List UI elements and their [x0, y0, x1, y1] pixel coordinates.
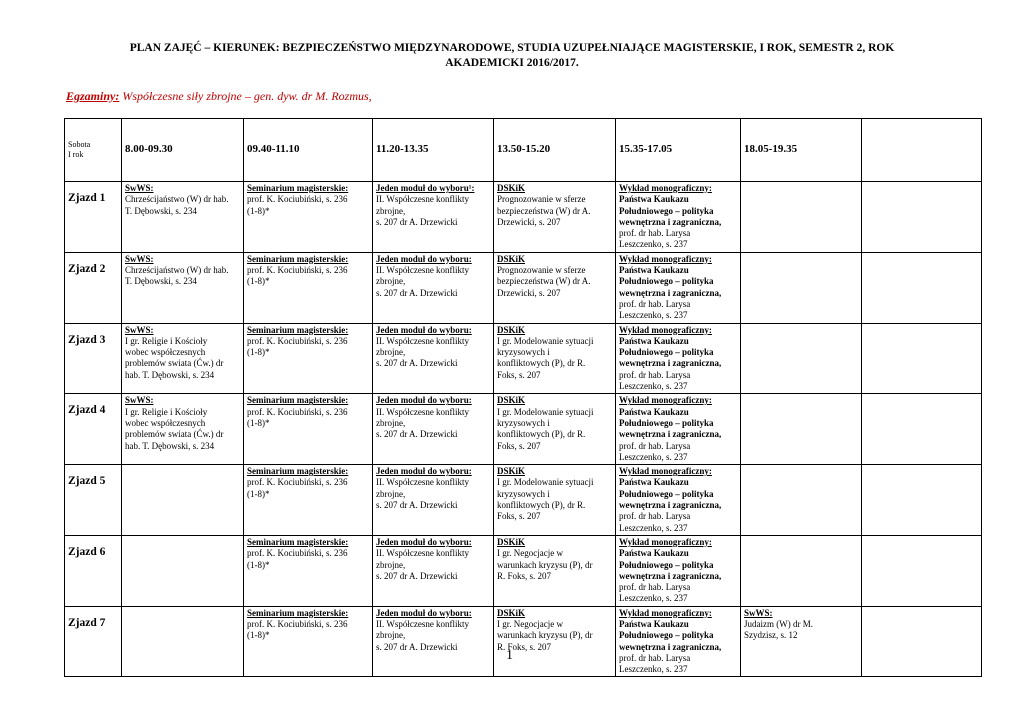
schedule-cell — [373, 252, 494, 323]
schedule-cell — [122, 465, 244, 536]
cell-line: prof. K. Kociubiński, s. 236 — [247, 335, 348, 346]
cell-line: (1-8)* — [247, 205, 270, 216]
schedule-cell — [494, 394, 616, 465]
cell-heading: Seminarium magisterskie: — [247, 395, 349, 406]
cell-heading: SwWS: — [125, 183, 154, 193]
schedule-cell — [373, 465, 494, 536]
row-label: Zjazd 5 — [65, 465, 122, 536]
cell-line: zbrojne, — [376, 276, 406, 287]
cell-bold-line: wewnętrzna i zagraniczna, — [619, 358, 722, 369]
cell-line: prof. dr hab. Larysa — [619, 652, 691, 663]
cell-line: II. Współczesne konflikty — [376, 406, 470, 417]
schedule-cell — [373, 394, 494, 465]
cell-heading: DSKiK — [497, 395, 526, 406]
row-label: Zjazd 7 — [65, 606, 122, 677]
cell-bold-line: wewnętrzna i zagraniczna, — [619, 287, 722, 298]
schedule-cell — [494, 465, 616, 536]
cell-heading: DSKiK — [497, 253, 526, 264]
exams-text: Współczesne siły zbrojne – gen. dyw. dr M. Rozmus, — [119, 89, 372, 103]
time-slot-2: 09.40-11.10 — [244, 119, 373, 182]
schedule-cell — [244, 465, 373, 536]
cell-line: hab. T. Dębowski, s. 234 — [125, 440, 215, 451]
page-title: PLAN ZAJĘĆ – KIERUNEK: BEZPIECZEŃSTWO MIĘDZYNARODOWE, STUDIA UZUPEŁNIAJĄCE MAGISTERSKIE, I ROK, SEMESTR 2, ROK AKADEMICKI 2016/2017. — [129, 42, 895, 69]
cell-line: T. Dębowski, s. 234 — [125, 205, 197, 216]
empty-cell — [862, 182, 982, 253]
schedule-cell — [122, 182, 244, 253]
cell-bold-line: Państwa Kaukazu — [619, 548, 689, 559]
cell-heading: Wykład monograficzny: — [619, 183, 712, 193]
time-slot-1: 8.00-09.30 — [122, 119, 244, 182]
schedule-cell — [244, 252, 373, 323]
schedule-cell — [741, 465, 862, 536]
cell-line: I gr. Modelowanie sytuacji — [497, 406, 594, 417]
table-row — [65, 182, 982, 253]
cell-line: II. Współczesne konflikty — [376, 194, 470, 205]
cell-line: I gr. Negocjacje w — [497, 618, 563, 629]
cell-line: (1-8)* — [247, 559, 270, 570]
cell-heading: Jeden moduł do wyboru: — [376, 536, 472, 547]
cell-line: Chrześcijaństwo (W) dr hab. — [125, 265, 229, 276]
cell-line: s. 207 dr A. Drzewicki — [376, 216, 458, 227]
cell-heading: SwWS: — [125, 324, 154, 335]
cell-bold-line: Południowego – polityka — [619, 630, 714, 641]
cell-line: s. 207 dr A. Drzewicki — [376, 358, 458, 369]
cell-heading: DSKiK — [497, 466, 526, 477]
empty-cell — [862, 323, 982, 394]
schedule-cell — [244, 323, 373, 394]
schedule-cell — [741, 252, 862, 323]
cell-heading: Jeden moduł do wyboru: — [376, 253, 472, 264]
cell-line: T. Dębowski, s. 234 — [125, 276, 197, 287]
cell-bold-line: Państwa Kaukazu — [619, 477, 689, 488]
schedule-cell — [494, 252, 616, 323]
time-slot-4: 13.50-15.20 — [494, 119, 616, 182]
table-row — [65, 465, 982, 536]
cell-heading: Wykład monograficzny: — [619, 536, 712, 547]
cell-line: Foks, s. 207 — [497, 369, 541, 380]
corner-cell: Sobota I rok — [65, 119, 122, 182]
schedule-cell — [741, 535, 862, 606]
cell-line: prof. K. Kociubiński, s. 236 — [247, 548, 348, 559]
cell-line: prof. K. Kociubiński, s. 236 — [247, 194, 348, 205]
page-number: 1 — [506, 648, 513, 663]
empty-cell — [862, 394, 982, 465]
table-row — [65, 252, 982, 323]
cell-line: konfliktowych (P), dr R. — [497, 429, 586, 440]
table-row — [65, 323, 982, 394]
cell-line: R. Foks, s. 207 — [497, 641, 552, 652]
cell-line: zbrojne, — [376, 559, 406, 570]
schedule-cell — [494, 323, 616, 394]
cell-bold-line: Państwa Kaukazu — [619, 406, 689, 417]
cell-heading: Wykład monograficzny: — [619, 253, 712, 264]
cell-line: Judaizm (W) dr M. — [744, 618, 813, 629]
cell-line: Drzewicki, s. 207 — [497, 287, 561, 298]
cell-heading: Seminarium magisterskie: — [247, 253, 349, 264]
cell-line: kryzysowych i — [497, 347, 550, 358]
cell-line: Leszczenko, s. 237 — [619, 522, 688, 533]
cell-line: prof. K. Kociubiński, s. 236 — [247, 406, 348, 417]
cell-heading: Jeden moduł do wyboru¹: — [376, 183, 475, 193]
schedule-cell — [616, 323, 741, 394]
schedule-cell — [616, 535, 741, 606]
schedule-cell — [741, 323, 862, 394]
cell-bold-line: Południowego – polityka — [619, 276, 714, 287]
cell-heading: Wykład monograficzny: — [619, 324, 712, 335]
cell-heading: DSKiK — [497, 183, 526, 193]
cell-line: Chrześcijaństwo (W) dr hab. — [125, 194, 229, 205]
cell-line: Foks, s. 207 — [497, 511, 541, 522]
cell-line: (1-8)* — [247, 630, 270, 641]
cell-heading: Jeden moduł do wyboru: — [376, 607, 472, 618]
cell-bold-line: Państwa Kaukazu — [619, 194, 689, 205]
schedule-cell — [616, 182, 741, 253]
time-slot-5: 15.35-17.05 — [616, 119, 741, 182]
cell-bold-line: wewnętrzna i zagraniczna, — [619, 570, 722, 581]
schedule-cell — [122, 394, 244, 465]
cell-line: prof. dr hab. Larysa — [619, 369, 691, 380]
cell-line: Foks, s. 207 — [497, 440, 541, 451]
cell-line: prof. dr hab. Larysa — [619, 298, 691, 309]
cell-bold-line: Południowego – polityka — [619, 559, 714, 570]
cell-line: prof. dr hab. Larysa — [619, 511, 691, 522]
cell-line: (1-8)* — [247, 276, 270, 287]
schedule-cell — [616, 252, 741, 323]
cell-line: zbrojne, — [376, 488, 406, 499]
cell-line: Szydzisz, s. 12 — [744, 630, 798, 641]
schedule-cell — [373, 606, 494, 677]
cell-line: Leszczenko, s. 237 — [619, 239, 688, 250]
schedule-cell — [373, 323, 494, 394]
cell-line: s. 207 dr A. Drzewicki — [376, 429, 458, 440]
cell-heading: Seminarium magisterskie: — [247, 324, 349, 335]
cell-line: kryzysowych i — [497, 417, 550, 428]
cell-line: II. Współczesne konflikty — [376, 335, 470, 346]
cell-line: (1-8)* — [247, 347, 270, 358]
cell-heading: Seminarium magisterskie: — [247, 536, 349, 547]
exams-label: Egzaminy: — [66, 89, 120, 103]
cell-line: warunkach kryzysu (P), dr — [497, 630, 593, 641]
cell-line: prof. K. Kociubiński, s. 236 — [247, 618, 348, 629]
schedule-cell — [244, 535, 373, 606]
schedule-cell — [244, 182, 373, 253]
cell-bold-line: wewnętrzna i zagraniczna, — [619, 216, 722, 227]
cell-heading: Jeden moduł do wyboru: — [376, 324, 472, 335]
cell-line: Leszczenko, s. 237 — [619, 451, 688, 462]
cell-line: konfliktowych (P), dr R. — [497, 500, 586, 511]
cell-line: Leszczenko, s. 237 — [619, 593, 688, 604]
schedule-cell — [494, 182, 616, 253]
schedule-cell — [494, 606, 616, 677]
cell-line: bezpieczeństwa (W) dr A. — [497, 205, 591, 216]
cell-line: kryzysowych i — [497, 488, 550, 499]
cell-line: s. 207 dr A. Drzewicki — [376, 570, 458, 581]
cell-heading: Seminarium magisterskie: — [247, 183, 349, 193]
row-label: Zjazd 1 — [65, 182, 122, 253]
cell-line: R. Foks, s. 207 — [497, 570, 552, 581]
empty-cell — [862, 535, 982, 606]
table-row — [65, 394, 982, 465]
cell-bold-line: Południowego – polityka — [619, 205, 714, 216]
cell-line: zbrojne, — [376, 347, 406, 358]
cell-line: Prognozowanie w sferze — [497, 194, 586, 205]
empty-cell — [862, 606, 982, 677]
cell-line: prof. dr hab. Larysa — [619, 582, 691, 593]
cell-heading: DSKiK — [497, 324, 526, 335]
cell-line: s. 207 dr A. Drzewicki — [376, 500, 458, 511]
cell-line: I gr. Religie i Kościoły — [125, 406, 208, 417]
row-label: Zjazd 4 — [65, 394, 122, 465]
schedule-cell — [741, 606, 862, 677]
cell-line: zbrojne, — [376, 630, 406, 641]
exams-line — [66, 89, 372, 104]
cell-heading: DSKiK — [497, 536, 526, 547]
time-slot-6: 18.05-19.35 — [741, 119, 862, 182]
cell-line: II. Współczesne konflikty — [376, 618, 470, 629]
cell-heading: Jeden moduł do wyboru: — [376, 395, 472, 406]
cell-line: warunkach kryzysu (P), dr — [497, 559, 593, 570]
schedule-cell — [122, 606, 244, 677]
cell-line: problemów swiata (Ćw.) dr — [125, 358, 224, 369]
header-row — [65, 119, 982, 182]
cell-heading: Wykład monograficzny: — [619, 395, 712, 406]
cell-bold-line: wewnętrzna i zagraniczna, — [619, 641, 722, 652]
cell-bold-line: Południowego – polityka — [619, 417, 714, 428]
schedule-cell — [122, 323, 244, 394]
cell-bold-line: wewnętrzna i zagraniczna, — [619, 429, 722, 440]
time-slot-7 — [862, 119, 982, 182]
cell-heading: Wykład monograficzny: — [619, 607, 712, 618]
table-row — [65, 606, 982, 677]
schedule-cell — [373, 535, 494, 606]
cell-heading: Seminarium magisterskie: — [247, 607, 349, 618]
row-label: Zjazd 2 — [65, 252, 122, 323]
cell-line: wobec współczesnych — [125, 347, 206, 358]
cell-line: I gr. Modelowanie sytuacji — [497, 335, 594, 346]
empty-cell — [862, 252, 982, 323]
schedule-cell — [741, 394, 862, 465]
cell-bold-line: wewnętrzna i zagraniczna, — [619, 500, 722, 511]
schedule-cell — [494, 535, 616, 606]
cell-bold-line: Południowego – polityka — [619, 488, 714, 499]
cell-line: Leszczenko, s. 237 — [619, 310, 688, 321]
cell-heading: SwWS: — [125, 253, 154, 264]
cell-line: zbrojne, — [376, 205, 406, 216]
cell-line: wobec współczesnych — [125, 417, 206, 428]
cell-line: I gr. Modelowanie sytuacji — [497, 477, 594, 488]
row-label: Zjazd 3 — [65, 323, 122, 394]
cell-line: (1-8)* — [247, 417, 270, 428]
cell-line: prof. dr hab. Larysa — [619, 228, 691, 239]
cell-line: zbrojne, — [376, 417, 406, 428]
cell-bold-line: Państwa Kaukazu — [619, 618, 689, 629]
time-slot-3: 11.20-13.35 — [373, 119, 494, 182]
cell-line: s. 207 dr A. Drzewicki — [376, 287, 458, 298]
schedule-cell — [741, 182, 862, 253]
empty-cell — [862, 465, 982, 536]
cell-heading: Jeden moduł do wyboru: — [376, 466, 472, 477]
schedule-cell — [616, 394, 741, 465]
cell-line: II. Współczesne konflikty — [376, 477, 470, 488]
cell-line: hab. T. Dębowski, s. 234 — [125, 369, 215, 380]
cell-line: problemów swiata (Ćw.) dr — [125, 429, 224, 440]
cell-bold-line: Państwa Kaukazu — [619, 335, 689, 346]
schedule-cell — [244, 606, 373, 677]
schedule-cell — [122, 535, 244, 606]
cell-line: Drzewicki, s. 207 — [497, 216, 561, 227]
cell-line: Leszczenko, s. 237 — [619, 664, 688, 675]
schedule-cell — [244, 394, 373, 465]
cell-line: II. Współczesne konflikty — [376, 548, 470, 559]
schedule-cell — [616, 606, 741, 677]
schedule-cell — [373, 182, 494, 253]
cell-line: konfliktowych (P), dr R. — [497, 358, 586, 369]
cell-heading: Wykład monograficzny: — [619, 466, 712, 477]
cell-bold-line: Południowego – polityka — [619, 347, 714, 358]
cell-line: Leszczenko, s. 237 — [619, 381, 688, 392]
cell-line: Prognozowanie w sferze — [497, 265, 586, 276]
cell-line: prof. K. Kociubiński, s. 236 — [247, 477, 348, 488]
cell-line: I gr. Religie i Kościoły — [125, 335, 208, 346]
schedule-cell — [616, 465, 741, 536]
schedule-cell — [122, 252, 244, 323]
cell-line: I gr. Negocjacje w — [497, 548, 563, 559]
cell-heading: Seminarium magisterskie: — [247, 466, 349, 477]
cell-heading: SwWS: — [125, 395, 154, 406]
cell-line: s. 207 dr A. Drzewicki — [376, 641, 458, 652]
table-row — [65, 535, 982, 606]
row-label: Zjazd 6 — [65, 535, 122, 606]
cell-heading: DSKiK — [497, 607, 526, 618]
cell-line: prof. dr hab. Larysa — [619, 440, 691, 451]
schedule-table — [64, 118, 982, 677]
cell-bold-line: Państwa Kaukazu — [619, 265, 689, 276]
cell-line: II. Współczesne konflikty — [376, 265, 470, 276]
cell-line: (1-8)* — [247, 488, 270, 499]
cell-heading: SwWS: — [744, 607, 773, 618]
cell-line: bezpieczeństwa (W) dr A. — [497, 276, 591, 287]
cell-line: prof. K. Kociubiński, s. 236 — [247, 265, 348, 276]
